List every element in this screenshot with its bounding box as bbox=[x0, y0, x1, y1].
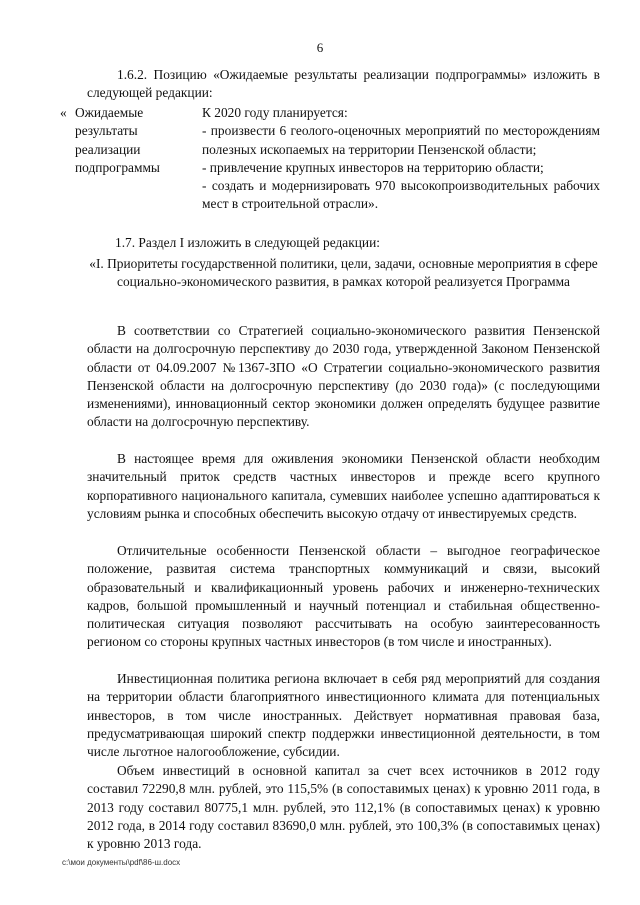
page-number: 6 bbox=[316, 40, 324, 55]
section-heading: «I. Приоритеты государственной политики, цели, задачи, основные мероприятия в сфере социально-экономического развития, в рамках которой реализуется Программа bbox=[89, 256, 598, 290]
item-1-7: 1.7. Раздел I изложить в следующей редакции: bbox=[115, 235, 380, 250]
item-1-6-2: 1.6.2. Позицию «Ожидаемые результаты реализации подпрограммы» изложить в следующей редакции: bbox=[87, 67, 600, 101]
open-quote: « bbox=[60, 105, 67, 120]
file-path-footer: c:\мои документы\pdf\86-ш.docx bbox=[62, 858, 181, 867]
paragraph: Отличительные особенности Пензенской области – выгодное географическое положение, развитая система транспортных коммуникаций и связи, высокий образовательный и квалификационный уровень рабочих и инженерно-технических кадров, большой промышленный и научный потенциал и стабильная общественно-политическая ситуация позволяют рассчитывать на особую заинтересованность регионом со стороны крупных частных инвесторов (в том числе и иностранных). bbox=[87, 543, 600, 650]
results-bullet: - создать и модернизировать 970 высокопроизводительных рабочих мест в строительной отрасли». bbox=[202, 178, 600, 212]
paragraph: В настоящее время для оживления экономики Пензенской области необходим значительный приток средств частных инвесторов и прежде всего крупного корпоративного национального капитала, сумевших наиболее успешно адаптироваться к условиям рынка и способных обеспечить высокую отдачу от инвестируемых средств. bbox=[87, 451, 600, 521]
results-content-cell bbox=[202, 104, 600, 214]
paragraph: В соответствии со Стратегией социально-экономического развития Пензенской области на долгосрочную перспективу до 2030 года, утвержденной Законом Пензенской области от 04.09.2007 №1367-ЗПО «О Стратегии социально-экономического развития Пензенской области на долгосрочную перспективу (до 2030 года)» (с последующими изменениями), инновационный сектор экономики должен определять будущее развитие области на долгосрочную перспективу. bbox=[87, 323, 600, 430]
results-lead: К 2020 году планируется: bbox=[202, 105, 348, 120]
results-label: Ожидаемые результаты реализации подпрограммы bbox=[75, 105, 160, 175]
paragraph: Объем инвестиций в основной капитал за счет всех источников в 2012 году составил 72290,8 млн. рублей, это 115,5% (в сопоставимых ценах) к уровню 2011 года, в 2013 году составил 80775,1 млн. рублей, это 112,1% (в сопоставимых ценах) к уровню 2012 года, в 2014 году составил 83690,0 млн. рублей, это 100,3% (в сопоставимых ценах) к уровню 2013 года. bbox=[87, 763, 600, 852]
results-bullet: - привлечение крупных инвесторов на территорию области; bbox=[202, 159, 544, 175]
results-bullet: - произвести 6 геолого-оценочных мероприятий по месторождениям полезных ископаемых на территории Пензенской области; bbox=[202, 123, 600, 157]
paragraph: Инвестиционная политика региона включает в себя ряд мероприятий для создания на территории области благоприятного инвестиционного климата для потенциальных инвесторов, в том числе иностранных. Действует нормативная правовая база, предусматривающая широкий спектр поддержки инвестиционной деятельности, в том числе льготное налогообложение, субсидии. bbox=[87, 671, 600, 760]
